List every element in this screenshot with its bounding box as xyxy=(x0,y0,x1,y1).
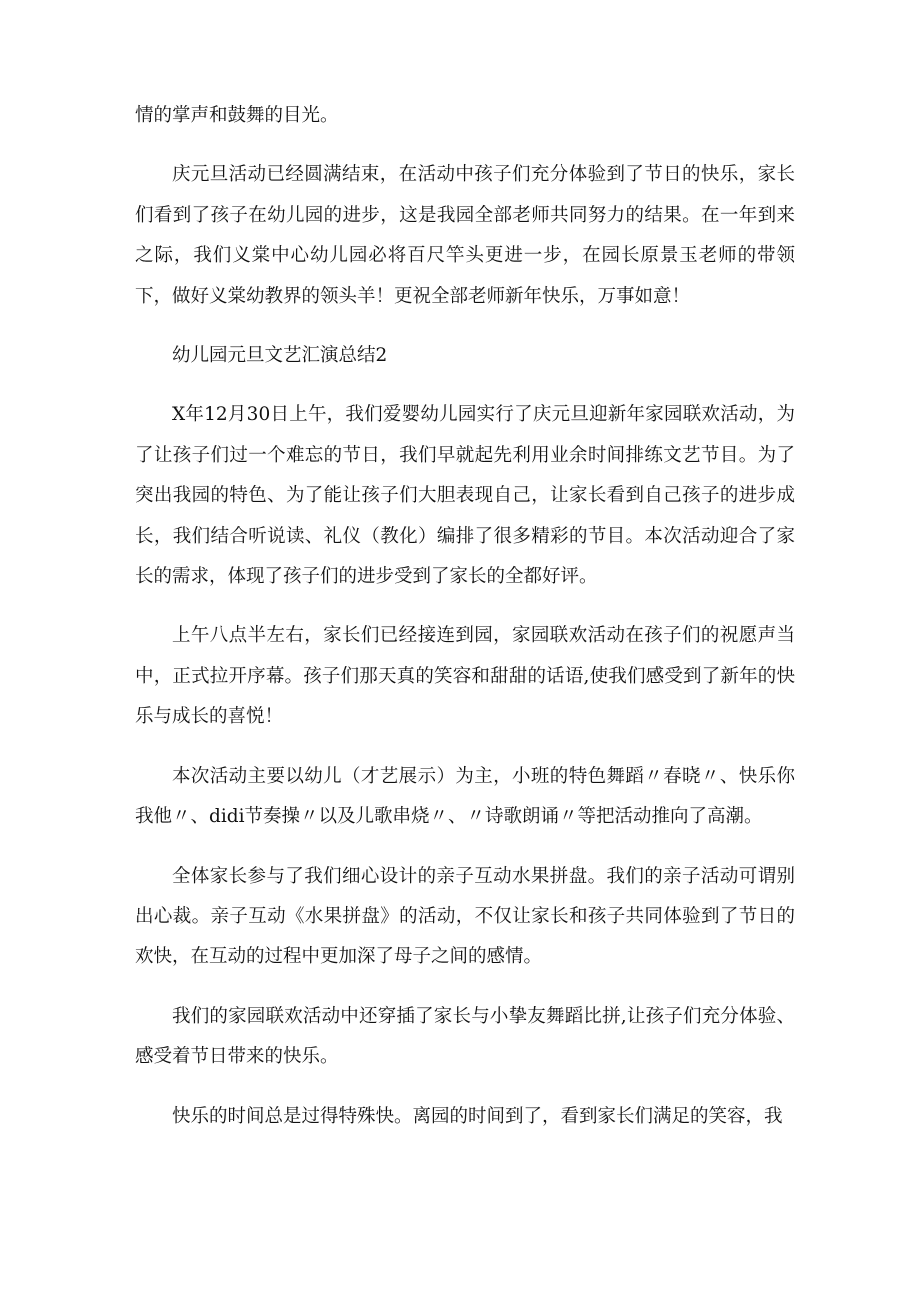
paragraph: 全体家长参与了我们细心设计的亲子互动水果拼盘。我们的亲子活动可谓别出心裁。亲子互动《水果拼盘》的活动，不仅让家长和孩子共同体验到了节日的欢快，在互动的过程中更加深了母子之间的感情。 xyxy=(135,865,795,968)
paragraph: 快乐的时间总是过得特殊快。离园的时间到了，看到家长们满足的笑容，我 xyxy=(172,1105,783,1127)
paragraph: X年12月30日上午，我们爱婴幼儿园实行了庆元旦迎新年家园联欢活动，为了让孩子们过一个难忘的节日，我们早就起先利用业余时间排练文艺节目。为了突出我园的特色、为了能让孩子们大胆表现自己，让家长看到自己孩子的进步成长，我们结合听说读、礼仪（教化）编排了很多精彩的节目。本次活动迎合了家长的需求，体现了孩子们的进步受到了家长的全都好评。 xyxy=(135,404,795,588)
paragraph: 庆元旦活动已经圆满结束，在活动中孩子们充分体验到了节日的快乐，家长们看到了孩子在幼儿园的进步，这是我园全部老师共同努力的结果。在一年到来之际，我们义棠中心幼儿园必将百尺竿头更进一步，在园长原景玉老师的带领下，做好义棠幼教界的领头羊！更祝全部老师新年快乐，万事如意！ xyxy=(135,164,795,307)
paragraph: 上午八点半左右，家长们已经接连到园，家园联欢活动在孩子们的祝愿声当中，正式拉开序幕。孩子们那天真的笑容和甜甜的话语,使我们感受到了新年的快乐与成长的喜悦！ xyxy=(135,625,795,728)
paragraph: 本次活动主要以幼儿（才艺展示）为主，小班的特色舞蹈〃春晓〃、快乐你我他〃、didi节奏操〃以及儿歌串烧〃、〃诗歌朗诵〃等把活动推向了高潮。 xyxy=(135,765,795,828)
document-body xyxy=(135,96,795,1156)
section-heading: 幼儿园元旦文艺汇演总结2 xyxy=(172,345,388,367)
paragraph: 我们的家园联欢活动中还穿插了家长与小挚友舞蹈比拼,让孩子们充分体验、感受着节日带来的快乐。 xyxy=(135,1005,795,1068)
paragraph-continuation: 情的掌声和鼓舞的目光。 xyxy=(135,105,339,126)
